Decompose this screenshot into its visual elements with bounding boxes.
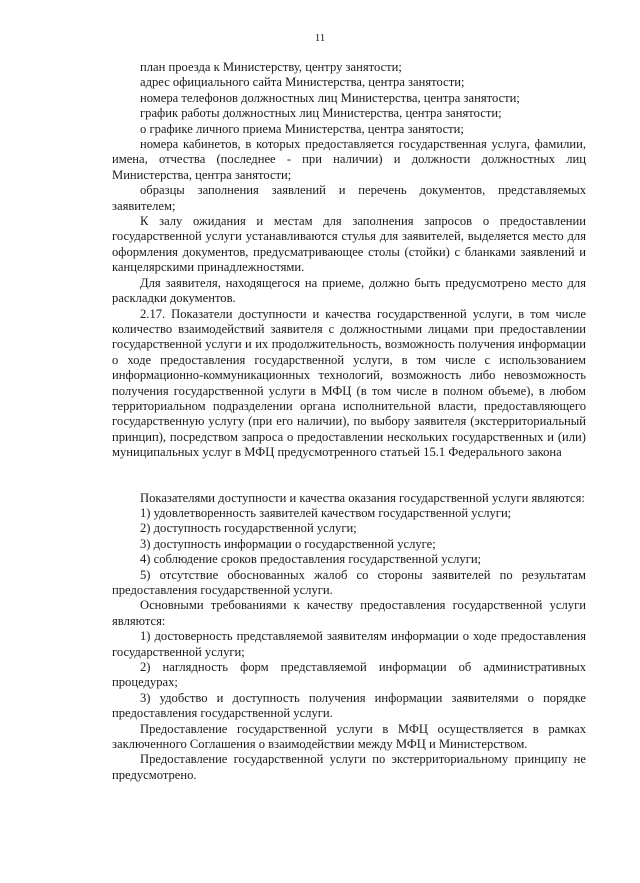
list-item: 1) удовлетворенность заявителей качеством государственной услуги; bbox=[140, 505, 512, 520]
list-item: 2) доступность государственной услуги; bbox=[140, 521, 357, 536]
paragraph: Основными требованиями к качеству предоставления государственной услуги являются: bbox=[112, 598, 586, 628]
list-item: 2) наглядность форм представляемой информации об административных процедурах; bbox=[112, 660, 586, 690]
paragraph: Предоставление государственной услуги в МФЦ осуществляется в рамках заключенного Соглашения о взаимодействии между МФЦ и Министерством. bbox=[112, 721, 586, 752]
paragraph: номера телефонов должностных лиц Министерства, центра занятости; bbox=[140, 90, 520, 105]
document-body bbox=[112, 60, 586, 783]
paragraph: образцы заполнения заявлений и перечень документов, представляемых заявителем; bbox=[112, 183, 586, 213]
paragraph: о графике личного приема Министерства, центра занятости; bbox=[140, 121, 464, 136]
paragraph: номера кабинетов, в которых предоставляется государственная услуга, фамилии, имена, отчества (последнее - при наличии) и должности должностных лиц Министерства, центра занятости; bbox=[112, 137, 586, 182]
list-item: 3) удобство и доступность получения информации заявителями о порядке предоставления государственной услуги. bbox=[112, 690, 586, 721]
list-item: 5) отсутствие обоснованных жалоб со стороны заявителей по результатам предоставления государственной услуги. bbox=[112, 567, 586, 597]
section-2-17-paragraph: 2.17. Показатели доступности и качества государственной услуги, в том числе количество взаимодействий заявителя с должностными лицами при предоставлении государственной услуги и их продолжительность, возможность получения информации о ходе предоставления государственной услуги, в том числе с использованием информационно-коммуникационных технологий, возможность либо невозможность получения государственной услуги в МФЦ (в том числе в полном объеме), в любом территориальном подразделении органа исполнительной власти, предоставляющего государственную услугу (при его наличии), по выбору заявителя (экстерриториальный принцип), посредством запроса о предоставлении нескольких государственных и (или) муниципальных услуг в МФЦ предусмотренного статьей 15.1 Федерального закона bbox=[112, 306, 586, 460]
list-item: 1) достоверность представляемой заявителям информации о ходе предоставления государственной услуги; bbox=[112, 629, 586, 659]
paragraph: Для заявителя, находящегося на приеме, должно быть предусмотрено место для раскладки документов. bbox=[112, 275, 586, 306]
paragraph: К залу ожидания и местам для заполнения запросов о предоставлении государственной услуги устанавливаются стулья для заявителей, выделяется место для оформления документов, предусматривающее столы (стойки) с бланками заявлений и канцелярскими принадлежностями. bbox=[112, 214, 586, 275]
list-item: 4) соблюдение сроков предоставления государственной услуги; bbox=[140, 552, 482, 567]
paragraph: адрес официального сайта Министерства, центра занятости; bbox=[140, 75, 465, 90]
paragraph: Показателями доступности и качества оказания государственной услуги являются: bbox=[140, 490, 585, 505]
paragraph: план проезда к Министерству, центру занятости; bbox=[140, 60, 402, 74]
paragraph: график работы должностных лиц Министерства, центра занятости; bbox=[140, 106, 502, 121]
list-item: 3) доступность информации о государственной услуге; bbox=[140, 536, 436, 551]
paragraph: Предоставление государственной услуги по экстерриториальному принципу не предусмотрено. bbox=[112, 752, 586, 782]
page-number: 11 bbox=[314, 32, 326, 44]
